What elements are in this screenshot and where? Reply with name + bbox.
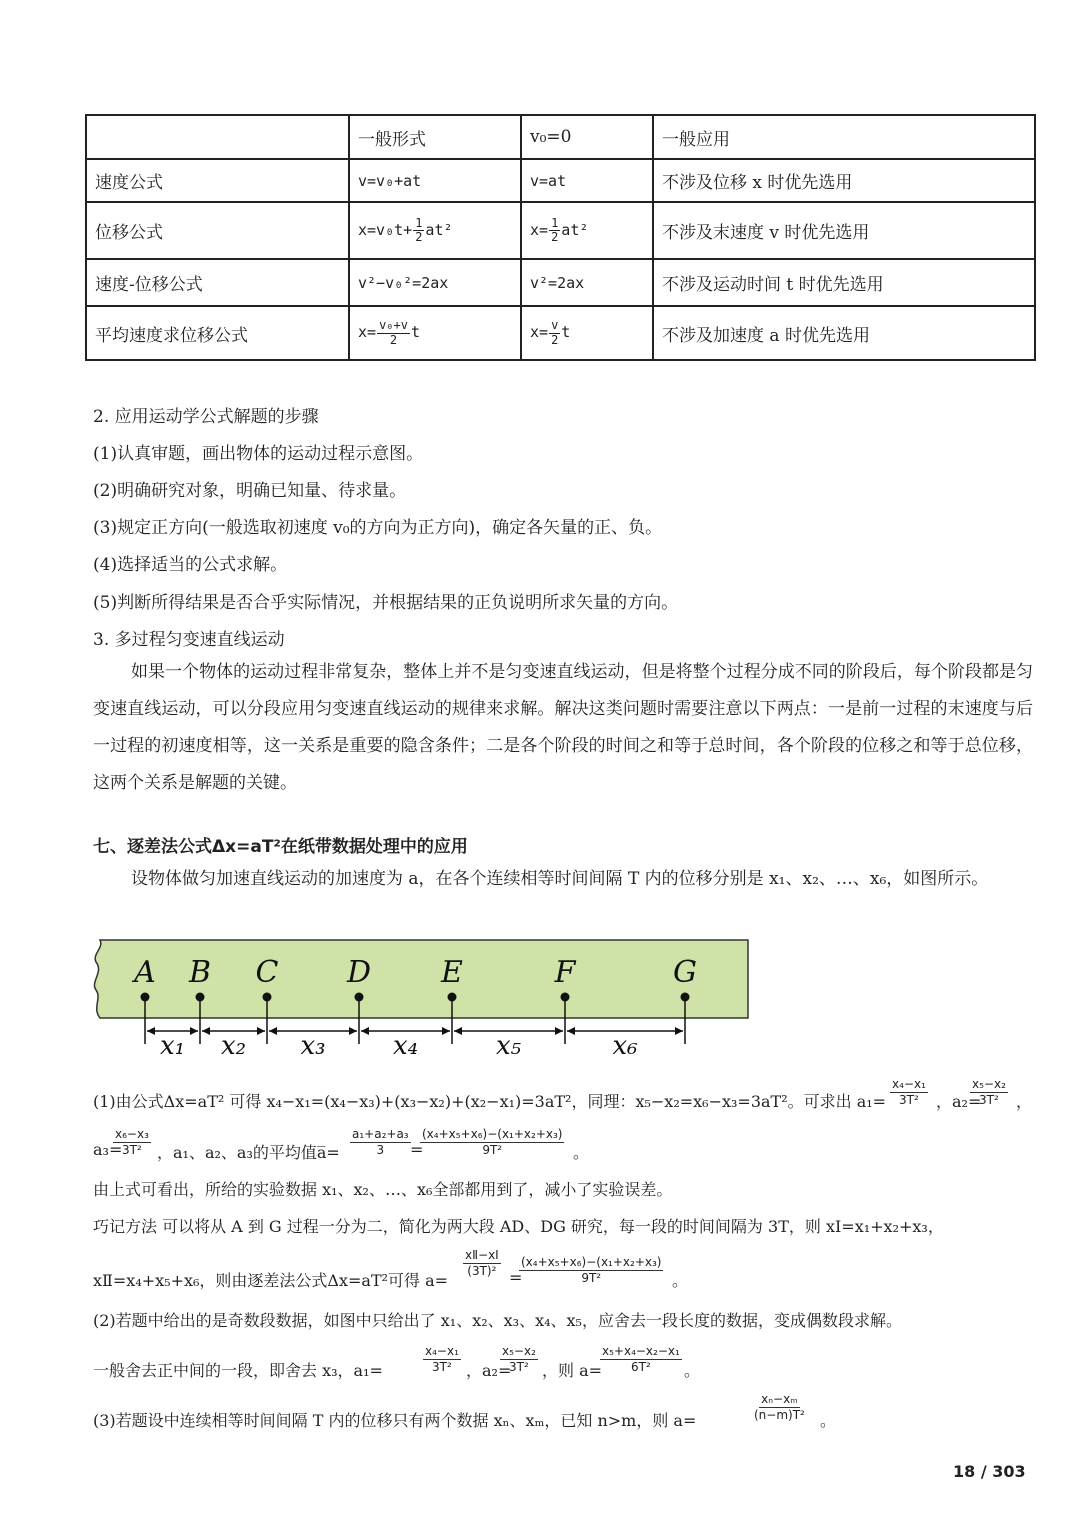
- arrow-head: [555, 1027, 563, 1035]
- usage: 不涉及位移 x 时优先选用: [653, 159, 1035, 202]
- segment-label: x₅: [495, 1031, 522, 1061]
- tape-point-label: E: [441, 955, 463, 990]
- arrow-head: [257, 1027, 265, 1035]
- fraction-odd-a1: x₄−x₁ 3T²: [425, 1344, 459, 1374]
- derivation-line-6: (2)若题中给出的是奇数段数据，如图中只给出了 x₁、x₂、x₃、x₄、x₅，应舍去一段长度的数据，变成偶数段求解。: [93, 1311, 902, 1330]
- arrow-head: [202, 1027, 210, 1035]
- fraction-a2: x₅−x₂ 3T²: [972, 1077, 1006, 1107]
- row-name: 速度-位移公式: [86, 259, 349, 306]
- text-period-4: 。: [820, 1411, 837, 1430]
- step-item: (2)明确研究对象，明确已知量、待求量。: [93, 481, 407, 501]
- arrow-head: [675, 1027, 683, 1035]
- page-number: 18 / 303: [953, 1462, 1026, 1481]
- derivation-line-8: (3)若题设中连续相等时间间隔 T 内的位移只有两个数据 xₙ、xₘ，已知 n>m，则 a=: [93, 1411, 697, 1430]
- formula-table: [85, 114, 1036, 361]
- arrow-head: [269, 1027, 277, 1035]
- tape-point-label: C: [255, 955, 279, 990]
- text-a3-label: a₃=: [93, 1140, 123, 1159]
- text-comma: ，: [1016, 1092, 1033, 1111]
- segment-label: x₃: [300, 1031, 326, 1061]
- section-3-title: 3. 多过程匀变速直线运动: [93, 630, 285, 650]
- row-name: 位移公式: [86, 202, 349, 259]
- text-period: 。: [573, 1143, 590, 1162]
- tape-point-label: B: [188, 955, 212, 990]
- table-header-cell: v₀=0: [521, 115, 653, 159]
- arrow-head: [567, 1027, 575, 1035]
- general-form: v²−v₀²=2ax: [349, 259, 521, 306]
- table-row: [86, 202, 1035, 259]
- text-period-2: 。: [672, 1271, 689, 1290]
- section-7-intro: 设物体做匀加速直线运动的加速度为 a，在各个连续相等时间间隔 T 内的位移分别是 x₁、x₂、…、x₆，如图所示。: [131, 869, 989, 889]
- table-row: [86, 259, 1035, 306]
- text-a2-label-2: ，a₂=: [466, 1361, 512, 1380]
- tape-point-label: A: [134, 955, 156, 990]
- tape-point-label: F: [554, 955, 576, 990]
- text-then-a: ，则 a=: [542, 1361, 603, 1380]
- fraction-a3: x₆−x₃ 3T²: [115, 1127, 149, 1157]
- usage: 不涉及加速度 a 时优先选用: [653, 306, 1035, 360]
- section-3-body: 如果一个物体的运动过程非常复杂，整体上并不是匀变速直线运动，但是将整个过程分成不同的阶段后，每个阶段都是匀变速直线运动，可以分段应用匀变速直线运动的规律来求解。解决这类问题时需要注意以下两点：一是前一过程的末速度与后一过程的初速度相等，这一关系是重要的隐含条件；二是各个阶段的时间之和等于总时间，各个阶段的位移之和等于总位移，这两个关系是解题的关键。: [93, 662, 1033, 793]
- fraction-9T2: (x₄+x₅+x₆)−(x₁+x₂+x₃) 9T²: [521, 1255, 662, 1285]
- fraction-avg: a₁+a₂+a₃ 3: [352, 1127, 409, 1157]
- text-period-3: 。: [684, 1361, 701, 1380]
- segment-label: x₁: [159, 1031, 186, 1061]
- section-2-title: 2. 应用运动学公式解题的步骤: [93, 407, 319, 427]
- derivation-line-4: 巧记方法 可以将从 A 到 G 过程一分为二，简化为两大段 AD、DG 研究，每一段的时间间隔为 3T，则 xⅠ=x₁+x₂+x₃，: [93, 1217, 944, 1236]
- general-form: x=v₀t+ $\frac{1}{2}$ at²: [349, 202, 521, 259]
- arrow-head: [361, 1027, 369, 1035]
- table-header-cell: 一般应用: [653, 115, 1035, 159]
- derivation-line-1: (1)由公式Δx=aT² 可得 x₄−x₁=(x₄−x₃)+(x₃−x₂)+(x₂−x₁)=3aT²，同理：x₅−x₂=x₆−x₃=3aT²。可求出 a₁=: [93, 1092, 887, 1111]
- text-average: ，a₁、a₂、a₃的平均值a̅=: [157, 1143, 340, 1162]
- general-form: v=v₀+at: [349, 159, 521, 202]
- row-name: 平均速度求位移公式: [86, 306, 349, 360]
- segment-label: x₂: [220, 1031, 247, 1061]
- table-header-cell: [86, 115, 349, 159]
- arrow-head: [454, 1027, 462, 1035]
- zero-form: v²=2ax: [521, 259, 653, 306]
- arrow-head: [147, 1027, 155, 1035]
- fraction-n-m: xₙ−xₘ (n−m)T²: [754, 1392, 805, 1422]
- tape-point-label: D: [346, 955, 372, 990]
- table-row: [86, 306, 1035, 360]
- paper-tape-figure: [90, 938, 750, 1068]
- text-equals: =: [410, 1140, 424, 1159]
- step-item: (5)判断所得结果是否合乎实际情况，并根据结果的正负说明所求矢量的方向。: [93, 593, 679, 613]
- derivation-line-5: xⅡ=x₄+x₅+x₆，则由逐差法公式Δx=aT²可得 a=: [93, 1271, 449, 1290]
- usage: 不涉及运动时间 t 时优先选用: [653, 259, 1035, 306]
- table-header-cell: 一般形式: [349, 115, 521, 159]
- table-row: [86, 159, 1035, 202]
- step-item: (1)认真审题，画出物体的运动过程示意图。: [93, 444, 424, 464]
- arrow-head: [349, 1027, 357, 1035]
- general-form: x= $\frac{\text{v₀+v}}{2}$ t: [349, 306, 521, 360]
- fraction-odd-a: x₅+x₄−x₂−x₁ 6T²: [602, 1344, 680, 1374]
- arrow-head: [442, 1027, 450, 1035]
- derivation-line-3: 由上式可看出，所给的实验数据 x₁、x₂、…、x₆全部都用到了，减小了实验误差。: [93, 1180, 673, 1199]
- step-item: (3)规定正方向(一般选取初速度 v₀的方向为正方向)，确定各矢量的正、负。: [93, 518, 663, 538]
- segment-label: x₄: [392, 1031, 419, 1061]
- derivation-line-7: 一般舍去正中间的一段，即舍去 x₃，a₁=: [93, 1361, 383, 1380]
- text-a2-label: ，a₂=: [936, 1092, 982, 1111]
- row-name: 速度公式: [86, 159, 349, 202]
- step-item: (4)选择适当的公式求解。: [93, 555, 288, 575]
- text-equals-2: =: [509, 1268, 523, 1287]
- fraction-odd-a2: x₅−x₂ 3T²: [502, 1344, 536, 1374]
- usage: 不涉及末速度 v 时优先选用: [653, 202, 1035, 259]
- tape-point-label: G: [673, 955, 697, 990]
- arrow-head: [190, 1027, 198, 1035]
- segment-label: x₆: [612, 1031, 638, 1061]
- zero-form: x= $\frac{v}{2}$ t: [521, 306, 653, 360]
- zero-form: v=at: [521, 159, 653, 202]
- fraction-xII-xI: xⅡ−xⅠ (3T)²: [465, 1248, 499, 1278]
- fraction-a1: x₄−x₁ 3T²: [892, 1077, 926, 1107]
- zero-form: x= $\frac{1}{2}$ at²: [521, 202, 653, 259]
- fraction-avg-expanded: (x₄+x₅+x₆)−(x₁+x₂+x₃) 9T²: [422, 1127, 563, 1157]
- section-7-heading: 七、逐差法公式Δx=aT²在纸带数据处理中的应用: [93, 837, 468, 857]
